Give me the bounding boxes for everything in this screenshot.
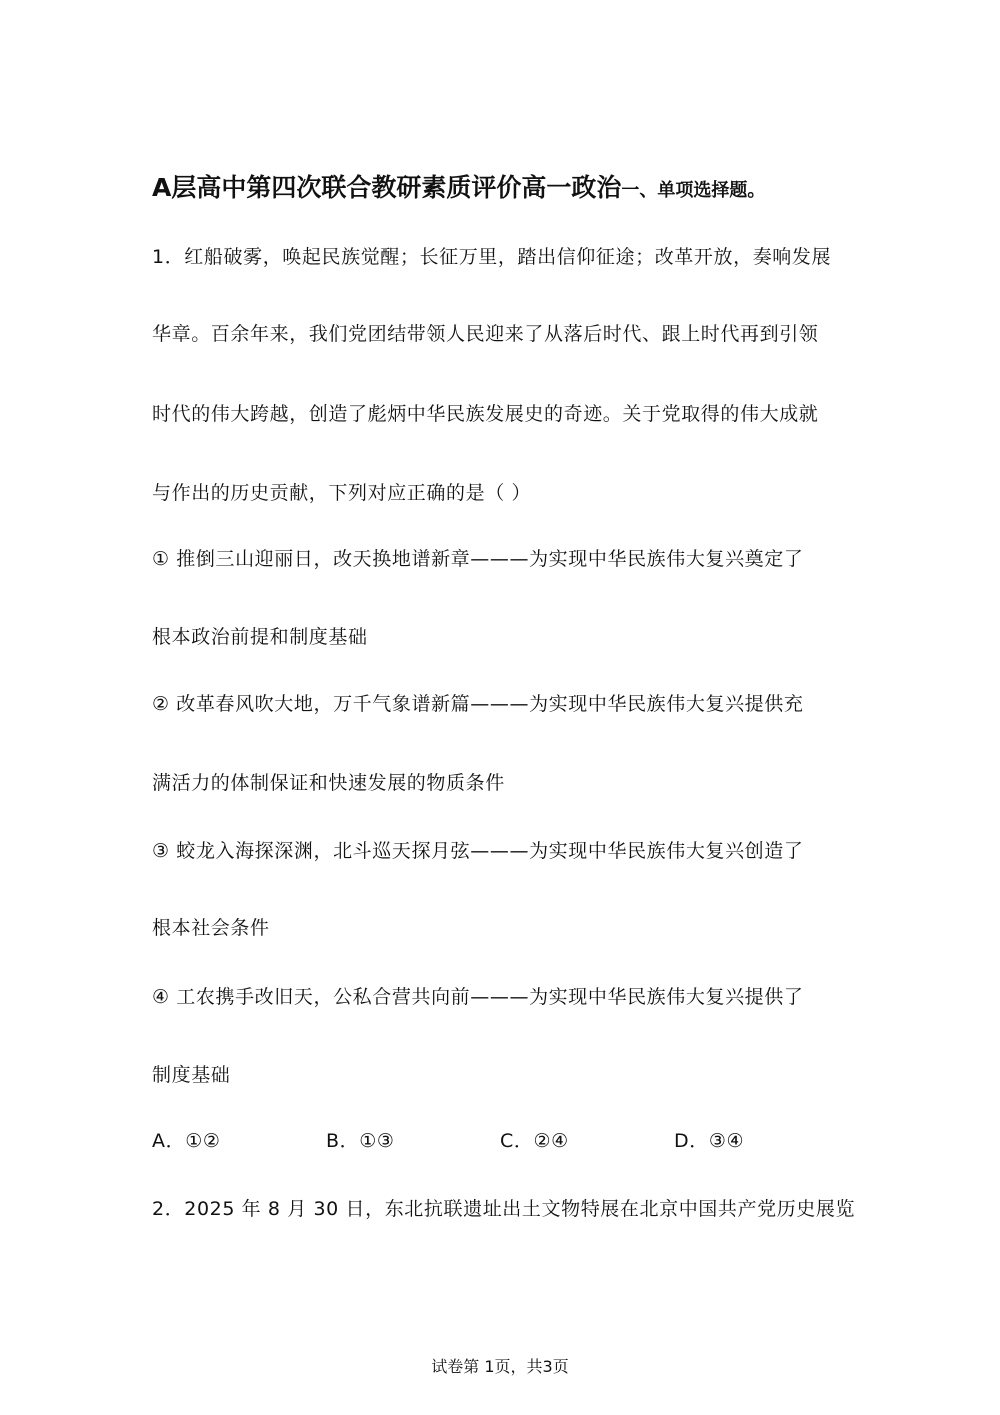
q1-statement-3-line-1: ③ 蛟龙入海探深渊，北斗巡天探月弦———为实现中华民族伟大复兴创造了	[152, 840, 804, 862]
exam-title	[152, 168, 765, 204]
q1-stem-line-3: 时代的伟大跨越，创造了彪炳中华民族发展史的奇迹。关于党取得的伟大成就	[152, 403, 819, 425]
q1-option-a: A．①②	[152, 1130, 221, 1152]
section-heading: 一、单项选择题。	[621, 180, 766, 201]
q1-statement-2-line-2: 满活力的体制保证和快速发展的物质条件	[152, 772, 505, 794]
q1-statement-4-line-2: 制度基础	[152, 1064, 231, 1086]
q1-option-b: B．①③	[326, 1130, 395, 1152]
q1-option-d: D．③④	[674, 1130, 745, 1152]
q1-statement-1-line-2: 根本政治前提和制度基础	[152, 626, 368, 648]
exam-title-main: A层高中第四次联合教研素质评价高一政治	[152, 173, 622, 202]
q1-stem-line-4: 与作出的历史贡献，下列对应正确的是（ ）	[152, 482, 532, 504]
q1-stem-line-2: 华章。百余年来，我们党团结带领人民迎来了从落后时代、跟上时代再到引领	[152, 323, 819, 345]
q1-stem-line-1: 1．红船破雾，唤起民族觉醒；长征万里，踏出信仰征途；改革开放，奏响发展	[152, 246, 832, 268]
q1-statement-2-line-1: ② 改革春风吹大地，万千气象谱新篇———为实现中华民族伟大复兴提供充	[152, 693, 804, 715]
q1-statement-4-line-1: ④ 工农携手改旧天，公私合营共向前———为实现中华民族伟大复兴提供了	[152, 986, 804, 1008]
q1-statement-3-line-2: 根本社会条件	[152, 917, 270, 939]
q1-option-c: C．②④	[500, 1130, 569, 1152]
page-footer: 试卷第 1页，共3页	[431, 1357, 569, 1376]
q2-stem-line-1: 2．2025 年 8 月 30 日，东北抗联遗址出土文物特展在北京中国共产党历史展览	[152, 1198, 856, 1220]
q1-statement-1-line-1: ① 推倒三山迎丽日，改天换地谱新章———为实现中华民族伟大复兴奠定了	[152, 548, 804, 570]
